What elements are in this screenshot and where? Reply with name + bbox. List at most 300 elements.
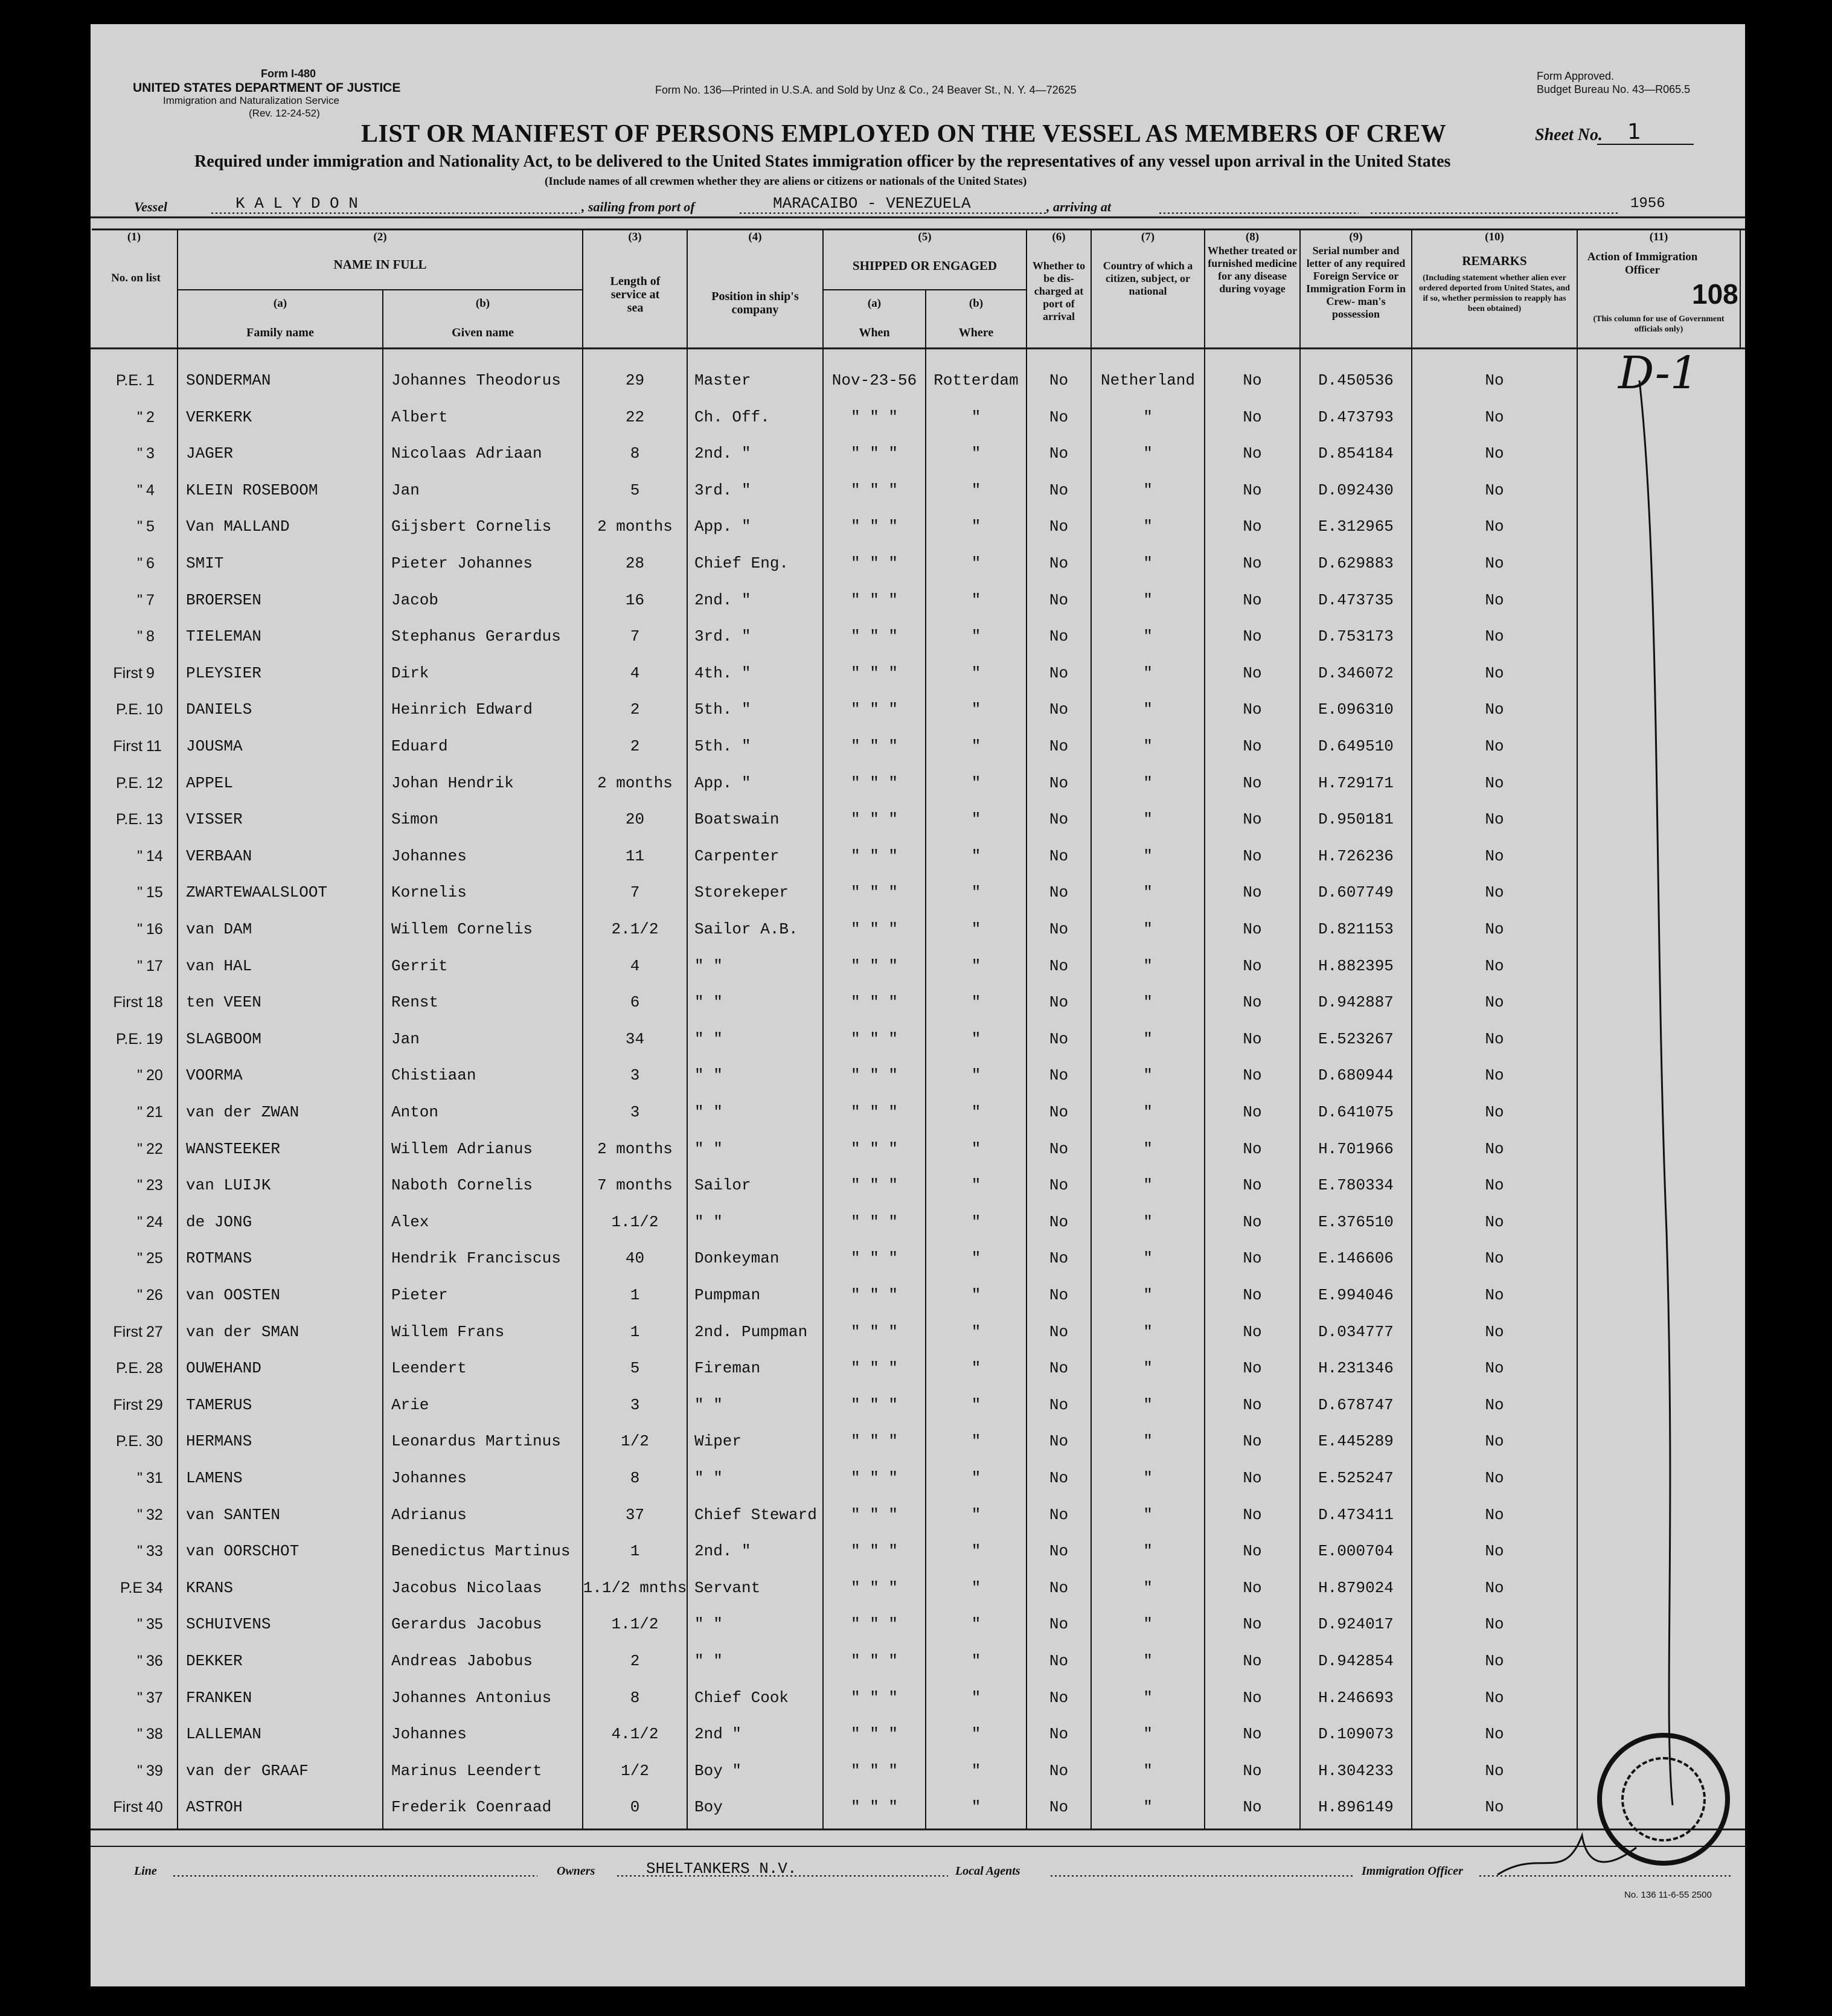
cell-pre: First — [113, 664, 143, 682]
cell-position: App. " — [694, 517, 751, 536]
cell-pre: " — [137, 1762, 143, 1779]
cell-position: " " — [694, 1103, 723, 1121]
cell-position: Boy " — [694, 1761, 742, 1780]
cell-position: " " — [694, 993, 723, 1012]
cell-remarks: No — [1485, 554, 1504, 572]
cell-family: de JONG — [186, 1212, 252, 1231]
cell-when: " " " — [850, 773, 898, 792]
cell-med: No — [1243, 627, 1262, 646]
cell-where: " — [971, 1688, 981, 1707]
cell-disch: No — [1049, 846, 1069, 865]
cell-where: " — [971, 664, 981, 682]
cell-no: 5 — [146, 518, 155, 536]
cell-when: " " " — [850, 1212, 898, 1231]
cell-country: " — [1143, 1578, 1153, 1597]
cell-when: " " " — [850, 1432, 898, 1451]
cell-med: No — [1243, 1286, 1262, 1304]
cell-family: van der GRAAF — [186, 1761, 309, 1780]
cell-position: Boatswain — [694, 810, 780, 829]
cell-family: van OOSTEN — [186, 1286, 281, 1304]
cell-where: " — [971, 1176, 981, 1195]
cell-no: 32 — [146, 1506, 163, 1523]
cell-pre: " — [137, 591, 143, 609]
cell-med: No — [1243, 1176, 1262, 1195]
cell-when: " " " — [850, 883, 898, 902]
cell-remarks: No — [1485, 590, 1504, 609]
cell-length: 2 months — [597, 1139, 673, 1158]
cell-where: " — [971, 1212, 981, 1231]
cell-med: No — [1243, 1469, 1262, 1487]
cell-country: " — [1143, 1761, 1153, 1780]
sheet-number: 1 — [1627, 120, 1641, 144]
cell-length: 40 — [625, 1249, 645, 1268]
cell-pre: P.E. — [115, 811, 143, 828]
cell-family: SCHUIVENS — [186, 1615, 271, 1634]
cell-pre: " — [137, 1470, 143, 1486]
cell-family: DEKKER — [186, 1652, 243, 1670]
cell-serial: E.780334 — [1318, 1176, 1394, 1195]
col-family-name: Family name — [246, 326, 314, 339]
cell-remarks: No — [1485, 1505, 1504, 1524]
cell-country: " — [1143, 1615, 1153, 1634]
cell-family: TAMERUS — [186, 1395, 252, 1414]
cell-no: 17 — [146, 957, 163, 974]
cell-given: Arie — [391, 1395, 429, 1414]
cell-length: 16 — [625, 590, 645, 609]
col-num-6: (6) — [1052, 231, 1066, 243]
cell-disch: No — [1049, 1761, 1069, 1780]
cell-length: 11 — [625, 846, 645, 865]
cell-remarks: No — [1485, 1798, 1504, 1817]
cell-position: 2nd. Pumpman — [694, 1322, 808, 1341]
cell-pre: P.E. — [115, 1433, 143, 1450]
cell-position: 2nd " — [694, 1725, 742, 1744]
cell-no: 2 — [146, 408, 155, 426]
cell-pre: " — [137, 445, 143, 462]
cell-serial: H.246693 — [1318, 1688, 1394, 1707]
table-row — [91, 435, 1745, 472]
cell-pre: " — [137, 481, 143, 499]
cell-pre: P.E. — [115, 774, 143, 792]
cell-disch: No — [1049, 1469, 1069, 1487]
cell-disch: No — [1049, 1359, 1069, 1378]
col-num-8: (8) — [1245, 231, 1260, 243]
cell-disch: No — [1049, 1542, 1069, 1561]
col-num-4: (4) — [748, 231, 762, 243]
col-num-10: (10) — [1485, 231, 1504, 243]
cell-family: ZWARTEWAALSLOOT — [186, 883, 328, 902]
cell-position: 2nd. " — [694, 444, 751, 463]
cell-when: " " " — [850, 481, 898, 499]
cell-when: Nov-23-56 — [831, 371, 917, 389]
cell-med: No — [1243, 883, 1262, 902]
table-row — [91, 508, 1745, 545]
cell-disch: No — [1049, 1066, 1069, 1085]
table-row — [91, 1643, 1745, 1679]
col-when: When — [859, 326, 890, 339]
cell-pre: " — [137, 1250, 143, 1267]
cell-position: Carpenter — [694, 846, 780, 865]
cell-med: No — [1243, 846, 1262, 865]
cell-serial: H.231346 — [1318, 1359, 1394, 1378]
cell-pre: " — [137, 1213, 143, 1230]
cell-where: " — [971, 956, 981, 975]
cell-when: " " " — [850, 1505, 898, 1524]
cell-given: Alex — [391, 1212, 429, 1231]
cell-length: 5 — [630, 481, 640, 499]
cell-no: 16 — [146, 921, 163, 938]
cell-country: " — [1143, 1395, 1153, 1414]
cell-length: 4 — [630, 956, 640, 975]
cell-remarks: No — [1485, 993, 1504, 1012]
cell-given: Willem Frans — [391, 1322, 505, 1341]
cell-family: KRANS — [186, 1578, 234, 1597]
cell-disch: No — [1049, 1652, 1069, 1670]
table-row — [91, 618, 1745, 654]
cell-no: 7 — [146, 591, 155, 609]
cell-serial: D.450536 — [1318, 371, 1394, 389]
cell-remarks: No — [1485, 664, 1504, 682]
cell-given: Dirk — [391, 664, 429, 682]
table-row — [91, 984, 1745, 1020]
cell-position: Pumpman — [694, 1286, 761, 1304]
cell-when: " " " — [850, 590, 898, 609]
cell-serial: D.924017 — [1318, 1615, 1394, 1634]
cell-family: VERKERK — [186, 408, 252, 426]
cell-serial: D.942854 — [1318, 1652, 1394, 1670]
cell-when: " " " — [850, 1469, 898, 1487]
cell-given: Frederik Coenraad — [391, 1798, 552, 1817]
cell-position: Sailor — [694, 1176, 751, 1195]
cell-serial: E.525247 — [1318, 1469, 1394, 1487]
table-row — [91, 1753, 1745, 1789]
cell-country: " — [1143, 481, 1153, 499]
cell-no: 22 — [146, 1140, 163, 1157]
cell-serial: D.854184 — [1318, 444, 1394, 463]
year: 1956 — [1630, 196, 1665, 212]
cell-country: " — [1143, 1469, 1153, 1487]
cell-disch: No — [1049, 664, 1069, 682]
cell-med: No — [1243, 1212, 1262, 1231]
cell-serial: D.109073 — [1318, 1725, 1394, 1744]
cell-position: Master — [694, 371, 751, 389]
cell-length: 8 — [630, 1688, 640, 1707]
cell-position: Fireman — [694, 1359, 761, 1378]
table-row — [91, 801, 1745, 837]
cell-med: No — [1243, 371, 1262, 389]
cell-given: Leonardus Martinus — [391, 1432, 561, 1451]
table-row — [91, 362, 1745, 398]
cell-remarks: No — [1485, 1212, 1504, 1231]
table-row — [91, 728, 1745, 764]
cell-remarks: No — [1485, 1725, 1504, 1744]
cell-where: " — [971, 590, 981, 609]
cell-no: 40 — [146, 1799, 163, 1816]
cell-when: " " " — [850, 1761, 898, 1780]
cell-serial: D.641075 — [1318, 1103, 1394, 1121]
cell-when: " " " — [850, 1066, 898, 1085]
cell-when: " " " — [850, 993, 898, 1012]
cell-family: van SANTEN — [186, 1505, 281, 1524]
cell-country: " — [1143, 1066, 1153, 1085]
cell-where: " — [971, 1395, 981, 1414]
cell-given: Gerrit — [391, 956, 448, 975]
cell-serial: H.726236 — [1318, 846, 1394, 865]
cell-serial: H.701966 — [1318, 1139, 1394, 1158]
department-name: UNITED STATES DEPARTMENT OF JUSTICE — [133, 81, 401, 95]
cell-disch: No — [1049, 1103, 1069, 1121]
cell-when: " " " — [850, 1029, 898, 1048]
cell-when: " " " — [850, 517, 898, 536]
cell-serial: E.445289 — [1318, 1432, 1394, 1451]
cell-pre: " — [137, 1726, 143, 1743]
cell-given: Hendrik Franciscus — [391, 1249, 561, 1268]
cell-serial: H.896149 — [1318, 1798, 1394, 1817]
cell-length: 1.1/2 — [611, 1212, 659, 1231]
table-row — [91, 1423, 1745, 1459]
cell-length: 6 — [630, 993, 640, 1012]
cell-serial: E.096310 — [1318, 700, 1394, 719]
cell-given: Eduard — [391, 737, 448, 755]
cell-disch: No — [1049, 1286, 1069, 1304]
cell-given: Johannes — [391, 846, 467, 865]
cell-disch: No — [1049, 1725, 1069, 1744]
col-action: Action of Immigration Officer — [1587, 251, 1698, 277]
cell-length: 1 — [630, 1286, 640, 1304]
cell-given: Pieter Johannes — [391, 554, 533, 572]
cell-disch: No — [1049, 1615, 1069, 1634]
col-name-in-full: NAME IN FULL — [333, 257, 427, 272]
cell-remarks: No — [1485, 408, 1504, 426]
cell-no: 39 — [146, 1762, 163, 1779]
cell-when: " " " — [850, 1176, 898, 1195]
cell-position: " " — [694, 1652, 723, 1670]
cell-no: 33 — [146, 1543, 163, 1560]
cell-med: No — [1243, 1505, 1262, 1524]
cell-where: " — [971, 883, 981, 902]
cell-position: Wiper — [694, 1432, 742, 1451]
cell-where: " — [971, 1761, 981, 1780]
cell-remarks: No — [1485, 737, 1504, 755]
cell-remarks: No — [1485, 1322, 1504, 1341]
cell-country: " — [1143, 664, 1153, 682]
cell-length: 8 — [630, 444, 640, 463]
cell-disch: No — [1049, 371, 1069, 389]
cell-disch: No — [1049, 700, 1069, 719]
cell-where: " — [971, 920, 981, 938]
cell-when: " " " — [850, 1542, 898, 1561]
cell-disch: No — [1049, 517, 1069, 536]
cell-given: Johannes — [391, 1725, 467, 1744]
cell-serial: D.607749 — [1318, 883, 1394, 902]
table-row — [91, 1680, 1745, 1716]
cell-no: 37 — [146, 1689, 163, 1706]
cell-family: VERBAAN — [186, 846, 252, 865]
cell-remarks: No — [1485, 956, 1504, 975]
cell-serial: D.092430 — [1318, 481, 1394, 499]
cell-given: Kornelis — [391, 883, 467, 902]
cell-family: JOUSMA — [186, 737, 243, 755]
cell-country: " — [1143, 810, 1153, 829]
cell-country: " — [1143, 1652, 1153, 1670]
cell-remarks: No — [1485, 1103, 1504, 1121]
cell-pre: " — [137, 1653, 143, 1669]
cell-length: 1 — [630, 1322, 640, 1341]
cell-where: " — [971, 737, 981, 755]
cell-length: 3 — [630, 1066, 640, 1085]
cell-family: van DAM — [186, 920, 252, 938]
owners-name: SHELTANKERS N.V. — [646, 1860, 797, 1878]
cell-serial: E.376510 — [1318, 1212, 1394, 1231]
cell-length: 4.1/2 — [611, 1725, 659, 1744]
cell-serial: D.473793 — [1318, 408, 1394, 426]
cell-remarks: No — [1485, 1761, 1504, 1780]
cell-country: " — [1143, 993, 1153, 1012]
cell-no: 1 — [146, 372, 155, 389]
table-row — [91, 655, 1745, 691]
cell-position: 5th. " — [694, 737, 751, 755]
cell-length: 3 — [630, 1395, 640, 1414]
cell-disch: No — [1049, 1249, 1069, 1268]
cell-disch: No — [1049, 1578, 1069, 1597]
cell-when: " " " — [850, 408, 898, 426]
cell-position: 5th. " — [694, 700, 751, 719]
cell-where: " — [971, 846, 981, 865]
stamp-inner-ring — [1621, 1757, 1706, 1842]
cell-country: " — [1143, 1139, 1153, 1158]
cell-family: TIELEMAN — [186, 627, 261, 646]
cell-serial: E.523267 — [1318, 1029, 1394, 1048]
cell-country: " — [1143, 1432, 1153, 1451]
cell-given: Heinrich Edward — [391, 700, 533, 719]
cell-pre: " — [137, 518, 143, 536]
cell-given: Willem Adrianus — [391, 1139, 533, 1158]
cell-med: No — [1243, 1029, 1262, 1048]
owners-label: Owners — [557, 1864, 595, 1878]
manifest-sheet — [91, 24, 1745, 1986]
cell-position: " " — [694, 1395, 723, 1414]
cell-no: 30 — [146, 1433, 163, 1450]
cell-disch: No — [1049, 1212, 1069, 1231]
cell-med: No — [1243, 1139, 1262, 1158]
col-num-1: (1) — [127, 231, 141, 243]
cell-pre: First — [113, 994, 143, 1011]
table-row — [91, 582, 1745, 618]
cell-no: 6 — [146, 555, 155, 572]
cell-serial: H.879024 — [1318, 1578, 1394, 1597]
cell-disch: No — [1049, 737, 1069, 755]
cell-family: SONDERMAN — [186, 371, 271, 389]
table-row — [91, 1277, 1745, 1313]
table-row — [91, 1460, 1745, 1496]
cell-position: App. " — [694, 773, 751, 792]
cell-remarks: No — [1485, 1615, 1504, 1634]
cell-remarks: No — [1485, 700, 1504, 719]
cell-disch: No — [1049, 408, 1069, 426]
table-row — [91, 399, 1745, 435]
cell-family: SMIT — [186, 554, 224, 572]
cell-med: No — [1243, 1103, 1262, 1121]
cell-no: 24 — [146, 1213, 163, 1230]
table-row — [91, 1167, 1745, 1203]
cell-serial: E.312965 — [1318, 517, 1394, 536]
cell-where: " — [971, 1249, 981, 1268]
cell-length: 37 — [625, 1505, 645, 1524]
cell-where: " — [971, 1066, 981, 1085]
cell-disch: No — [1049, 554, 1069, 572]
cell-when: " " " — [850, 1322, 898, 1341]
cell-pre: First — [113, 1799, 143, 1816]
col-no-on-list: No. on list — [111, 272, 161, 284]
cell-family: DANIELS — [186, 700, 252, 719]
col-serial: Serial number and letter of any required Foreign Service or Immigration Form in Crew- man's possession — [1306, 245, 1406, 320]
cell-where: " — [971, 408, 981, 426]
cell-length: 7 — [630, 883, 640, 902]
cell-where: " — [971, 1798, 981, 1817]
cell-country: " — [1143, 408, 1153, 426]
cell-no: 19 — [146, 1030, 163, 1048]
col-5a: (a) — [867, 297, 882, 310]
subnote: (Include names of all crewmen whether they are aliens or citizens or nationals of the United States) — [545, 175, 1027, 188]
col-num-7: (7) — [1141, 231, 1155, 243]
cell-no: 8 — [146, 628, 155, 645]
table-row — [91, 1350, 1745, 1386]
form-code: No. 136 11-6-55 2500 — [1624, 1890, 1712, 1900]
cell-pre: P.E. — [115, 1360, 143, 1377]
vessel-label: Vessel — [134, 199, 167, 214]
table-row — [91, 472, 1745, 508]
cell-no: 26 — [146, 1287, 163, 1304]
cell-serial: D.753173 — [1318, 627, 1394, 646]
cell-country: Netherland — [1100, 371, 1196, 389]
cell-pre: " — [137, 408, 143, 426]
cell-when: " " " — [850, 700, 898, 719]
cell-family: FRANKEN — [186, 1688, 252, 1707]
cell-when: " " " — [850, 737, 898, 755]
cell-disch: No — [1049, 1176, 1069, 1195]
cell-med: No — [1243, 1688, 1262, 1707]
cell-given: Gijsbert Cornelis — [391, 517, 552, 536]
col-num-9: (9) — [1349, 231, 1363, 243]
cell-country: " — [1143, 737, 1153, 755]
cell-serial: E.994046 — [1318, 1286, 1394, 1304]
cell-remarks: No — [1485, 1652, 1504, 1670]
cell-family: APPEL — [186, 773, 234, 792]
cell-country: " — [1143, 1688, 1153, 1707]
cell-when: " " " — [850, 1725, 898, 1744]
cell-no: 14 — [146, 847, 163, 865]
cell-country: " — [1143, 1359, 1153, 1378]
cell-family: VOORMA — [186, 1066, 243, 1085]
cell-pre: P.E. — [115, 372, 143, 389]
cell-country: " — [1143, 444, 1153, 463]
table-row — [91, 545, 1745, 581]
cell-disch: No — [1049, 1029, 1069, 1048]
cell-when: " " " — [850, 920, 898, 938]
cell-remarks: No — [1485, 1578, 1504, 1597]
cell-given: Renst — [391, 993, 439, 1012]
vessel-name: K A L Y D O N — [235, 194, 358, 213]
cell-position: Donkeyman — [694, 1249, 780, 1268]
cell-family: van HAL — [186, 956, 252, 975]
cell-where: " — [971, 1652, 981, 1670]
cell-remarks: No — [1485, 846, 1504, 865]
cell-no: 36 — [146, 1653, 163, 1669]
cell-country: " — [1143, 1725, 1153, 1744]
col-country: Country of which a citizen, subject, or national — [1103, 260, 1193, 297]
cell-no: 38 — [146, 1726, 163, 1743]
cell-serial: H.304233 — [1318, 1761, 1394, 1780]
